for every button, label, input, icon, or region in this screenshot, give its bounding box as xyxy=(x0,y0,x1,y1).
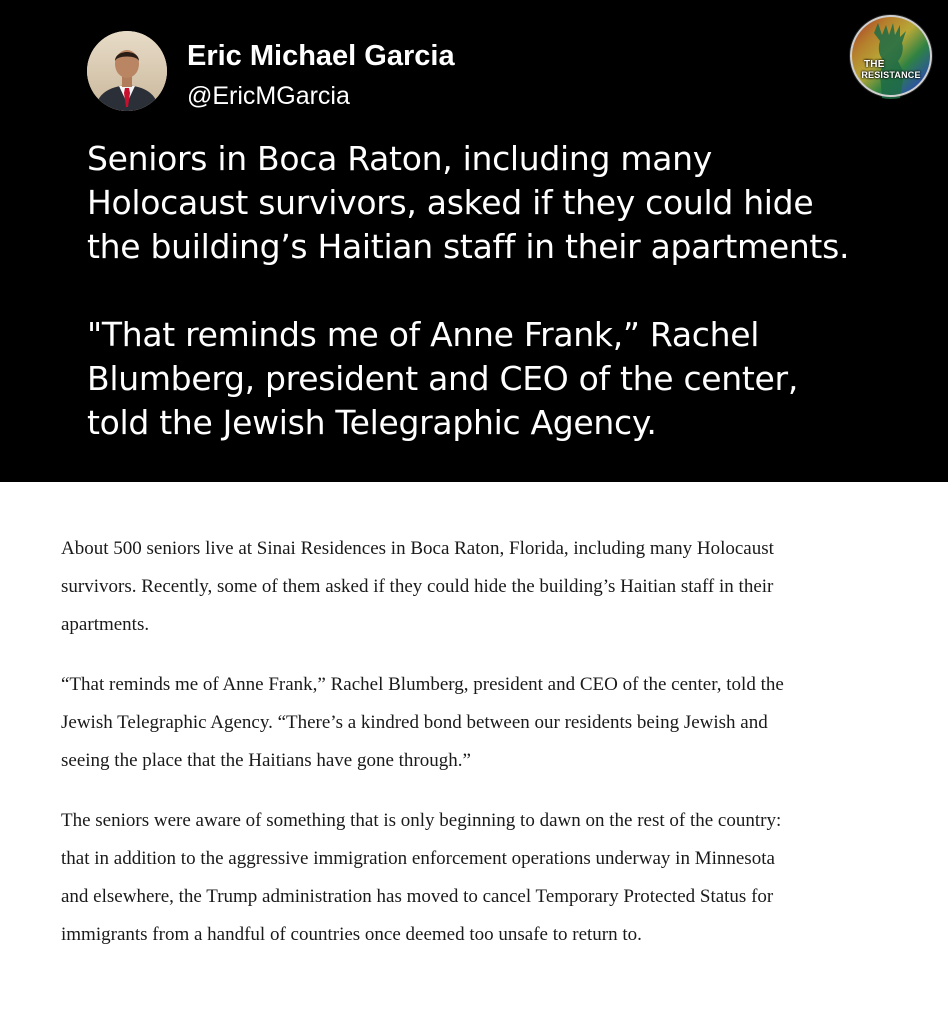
tweet-line: "That reminds me of Anne Frank,” Rachel xyxy=(87,315,760,354)
article-line: The seniors were aware of something that is only beginning to dawn on the rest of the country: xyxy=(61,810,782,831)
resistance-badge-icon xyxy=(848,13,934,99)
article-line: apartments. xyxy=(61,614,150,635)
article-line: and elsewhere, the Trump administration has moved to cancel Temporary Protected Status for xyxy=(61,886,774,907)
article-line: immigrants from a handful of countries once deemed too unsafe to return to. xyxy=(61,924,642,945)
resistance-badge-image xyxy=(848,13,934,99)
article-excerpt xyxy=(0,482,948,1023)
tweet-line: Holocaust survivors, asked if they could hide xyxy=(87,183,814,222)
badge-label-line1: THE xyxy=(864,59,885,70)
tweet-card xyxy=(0,0,948,482)
article-line: Jewish Telegraphic Agency. “There’s a kindred bond between our residents being Jewish and xyxy=(61,712,768,733)
tweet-line: Blumberg, president and CEO of the center, xyxy=(87,359,799,398)
tweet-line: Seniors in Boca Raton, including many xyxy=(87,139,712,178)
author-name[interactable]: Eric Michael Garcia xyxy=(187,40,455,72)
article-line: “That reminds me of Anne Frank,” Rachel Blumberg, president and CEO of the center, told the xyxy=(61,674,784,695)
article-line: survivors. Recently, some of them asked if they could hide the building’s Haitian staff in their xyxy=(61,576,774,597)
tweet-text xyxy=(87,137,927,445)
author-avatar-image xyxy=(87,31,167,111)
article-paragraph xyxy=(61,666,921,780)
article-line: seeing the place that the Haitians have gone through.” xyxy=(61,750,471,771)
article-body xyxy=(61,530,921,976)
author-avatar[interactable] xyxy=(87,31,167,111)
article-paragraph xyxy=(61,802,921,954)
tweet-line: told the Jewish Telegraphic Agency. xyxy=(87,403,657,442)
tweet-line: the building’s Haitian staff in their apartments. xyxy=(87,227,850,266)
article-paragraph xyxy=(61,530,921,644)
author-handle[interactable]: @EricMGarcia xyxy=(187,82,350,110)
badge-label-line2: RESISTANCE xyxy=(861,70,921,80)
article-line: About 500 seniors live at Sinai Residences in Boca Raton, Florida, including many Holocaust xyxy=(61,538,774,559)
article-line: that in addition to the aggressive immigration enforcement operations underway in Minnesota xyxy=(61,848,775,869)
